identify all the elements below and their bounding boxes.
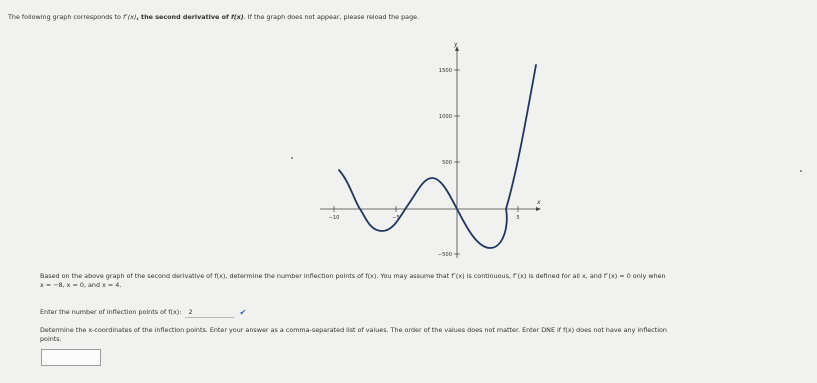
check-icon: ✔ [239, 308, 247, 317]
question3-line1: Determine the x-coordinates of the inflection points. Enter your answer as a comma-separated list of values. The order of the values does not matter. Enter DNE if f(x) does not have any inflection [40, 326, 667, 334]
x-tick-neg5: −5 [392, 215, 400, 221]
graph-svg [318, 38, 558, 260]
y-tick-neg500: −500 [437, 252, 452, 258]
question1-line1: Based on the above graph of the second derivative of f(x), determine the number inflection points of f(x). You may assume that f″(x) is continuous, f″(x) is defined for all x, and f″(x) = 0 only when [40, 272, 666, 280]
x-tick-neg10: −10 [328, 215, 340, 221]
second-derivative-curve [339, 65, 536, 248]
question1-line2: x = −8, x = 0, and x = 4. [40, 281, 122, 289]
x-axis-arrow [536, 207, 541, 211]
inflection-points-input[interactable] [41, 349, 101, 366]
inflection-count-field[interactable]: 2 [185, 308, 234, 318]
intro-fx: f(x) [230, 13, 244, 21]
second-derivative-graph [318, 38, 558, 264]
x-tick-5: 5 [516, 215, 520, 221]
question2 [40, 308, 246, 318]
stray-dot [291, 157, 293, 159]
intro-suffix: . If the graph does not appear, please reload the page. [243, 13, 420, 21]
intro-text [8, 13, 419, 22]
y-axis-label: y [454, 41, 458, 48]
question3-line2: points. [40, 335, 62, 343]
y-tick-1500: 1500 [438, 68, 452, 74]
y-tick-500: 500 [442, 160, 452, 166]
intro-bold: , the second derivative of [136, 13, 231, 21]
stray-dot [800, 170, 802, 172]
intro-prefix: The following graph corresponds to [8, 13, 123, 21]
question2-label: Enter the number of inflection points of f(x): [40, 308, 182, 316]
y-tick-1000: 1000 [438, 114, 452, 120]
x-axis-label: x [537, 199, 541, 206]
intro-fpp: f″(x) [122, 13, 137, 21]
